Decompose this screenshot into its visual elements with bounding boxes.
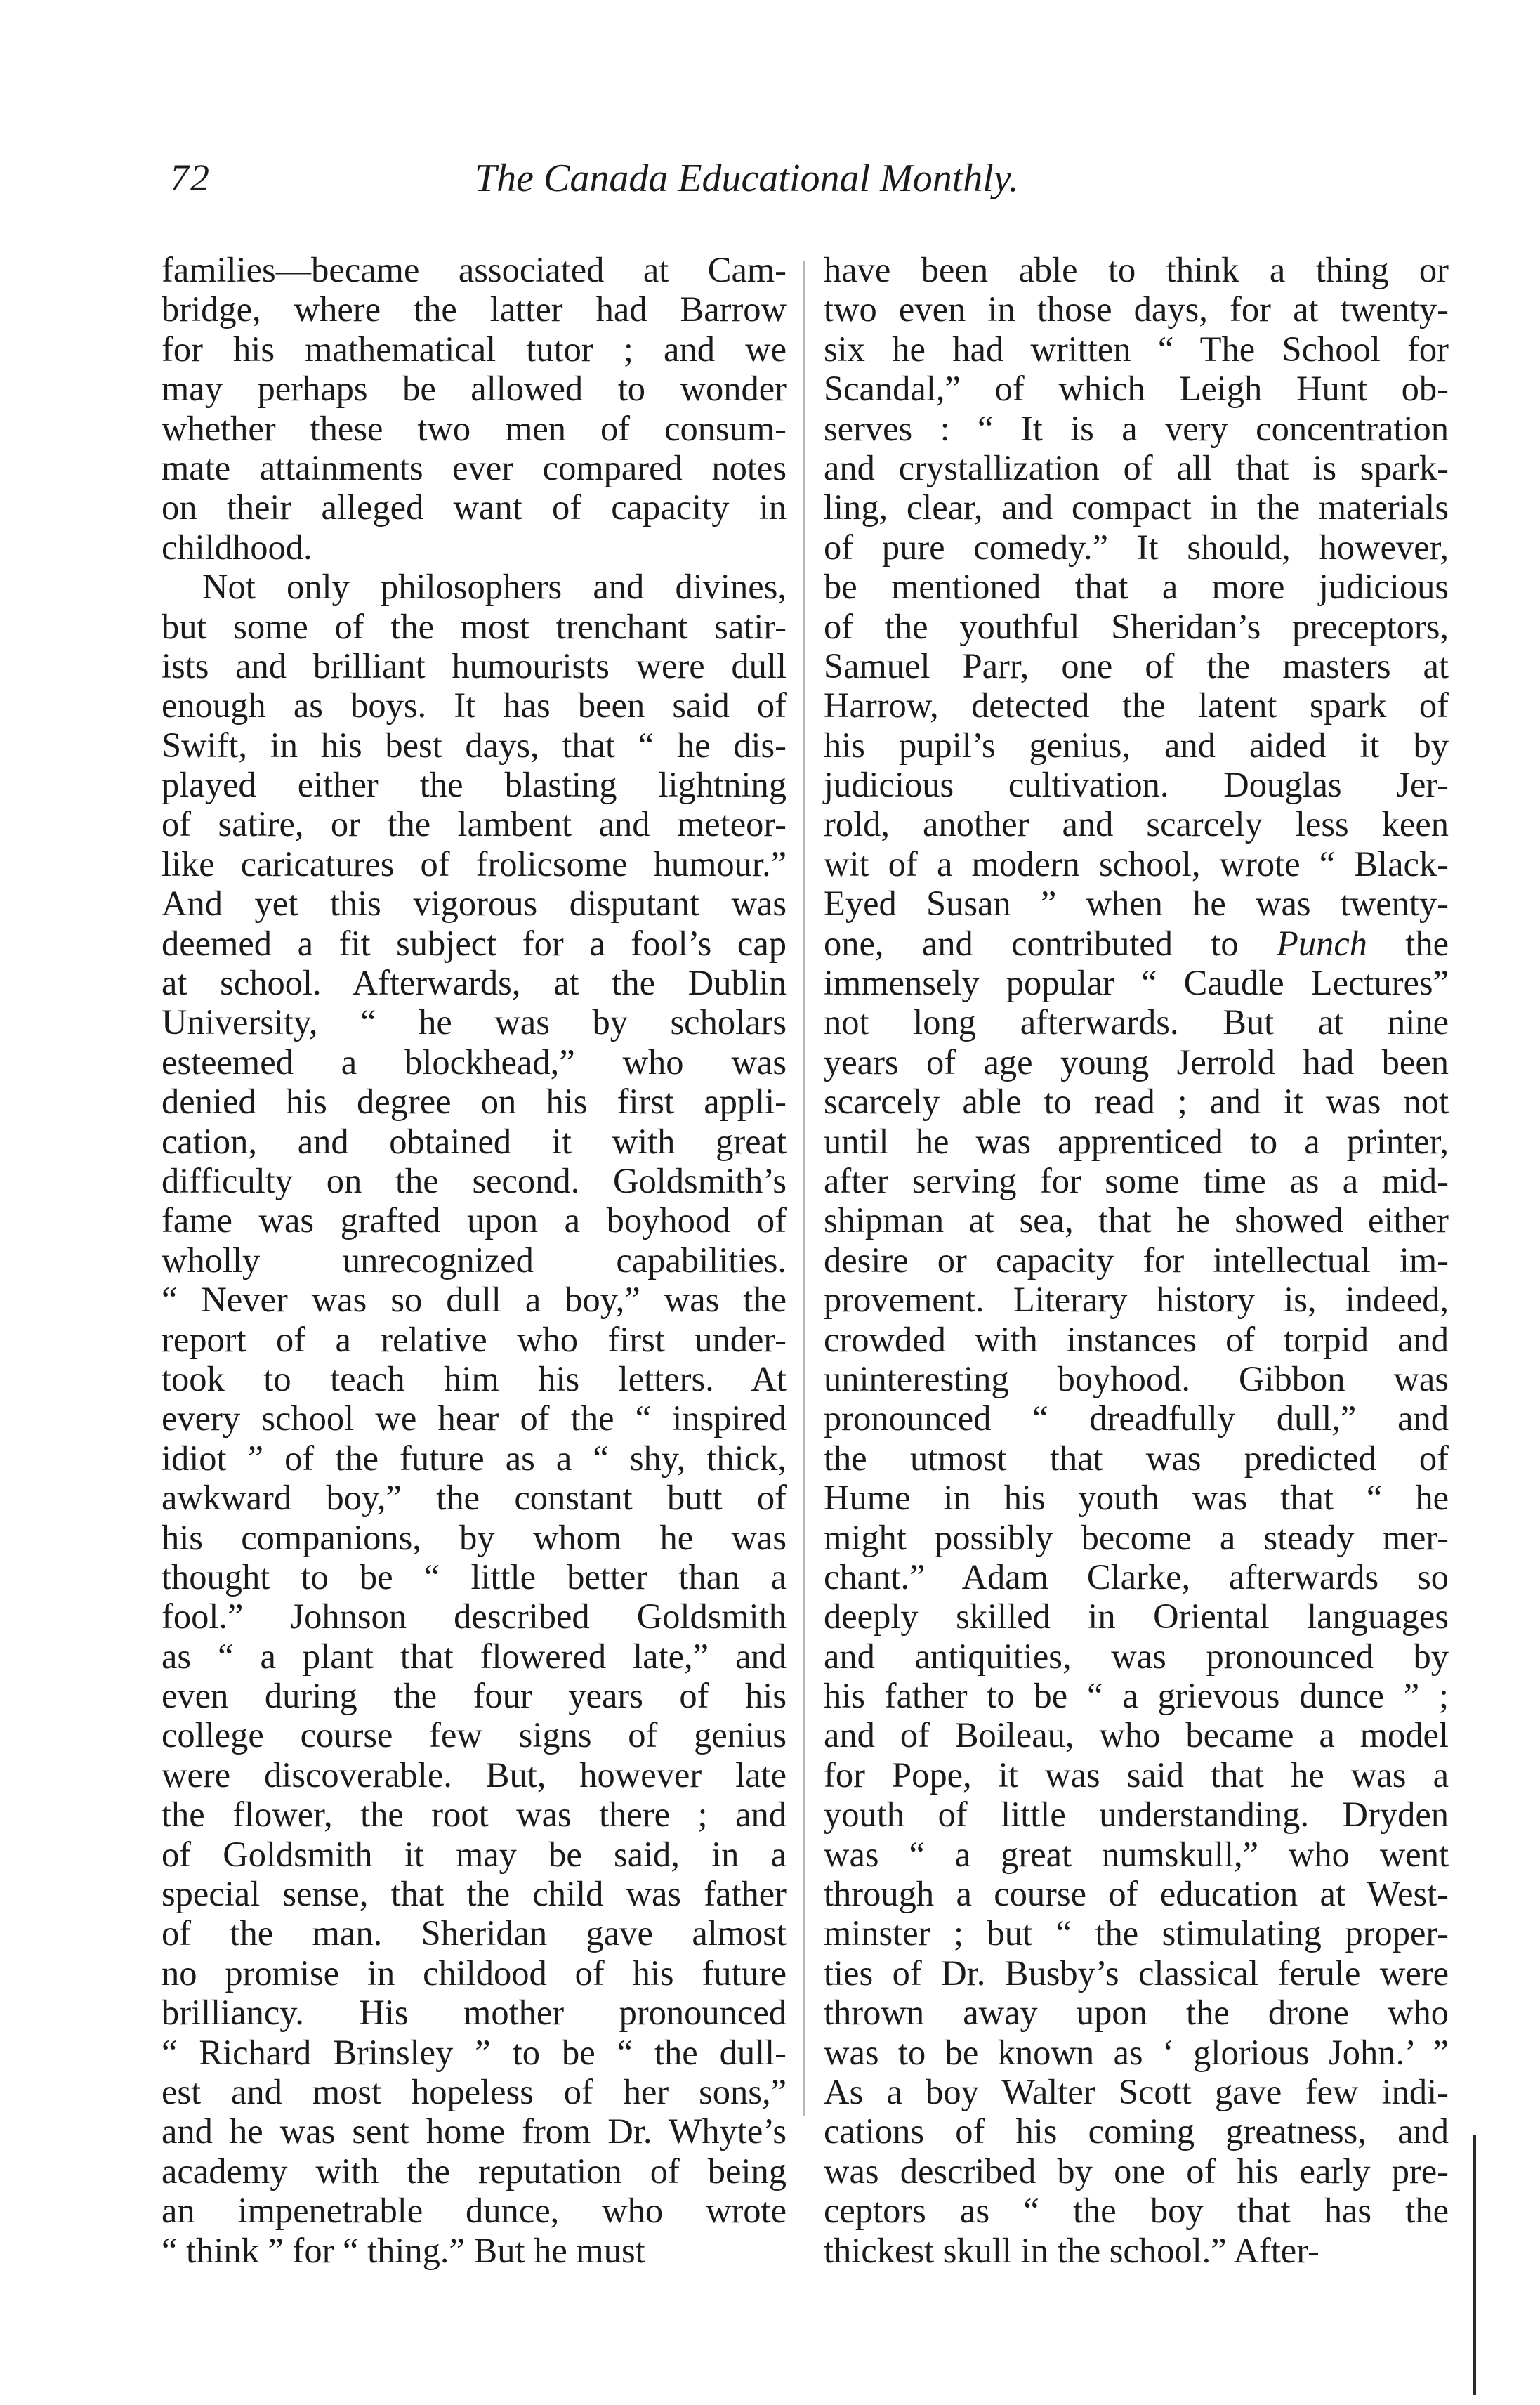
page-number: 72 xyxy=(170,157,211,199)
text-line: the utmost that was predicted of xyxy=(824,1438,1449,1478)
text-line: might possibly become a steady mer- xyxy=(824,1517,1449,1557)
text-line: Harrow, detected the latent spark of xyxy=(824,686,1449,726)
text-line: were discoverable. But, however late xyxy=(162,1755,787,1795)
text-line: played either the blasting lightning xyxy=(162,765,787,805)
text-line: esteemed a blockhead,” who was xyxy=(162,1042,787,1082)
text-line: be mentioned that a more judicious xyxy=(824,567,1449,607)
text-line: serves : “ It is a very concentration xyxy=(824,408,1449,448)
text-line: pronounced “ dreadfully dull,” and xyxy=(824,1398,1449,1439)
text-line: and he was sent home from Dr. Whyte’s xyxy=(162,2111,787,2151)
text-line: through a course of education at West- xyxy=(824,1874,1449,1914)
text-line: thickest skull in the school.” After- xyxy=(824,2230,1319,2270)
text-line: fool.” Johnson described Goldsmith xyxy=(162,1597,787,1637)
text-line: years of age young Jerrold had been xyxy=(824,1042,1449,1082)
text-line: may perhaps be allowed to wonder xyxy=(162,369,787,409)
text-line: Hume in his youth was that “ he xyxy=(824,1478,1449,1518)
text-line: provement. Literary history is, indeed, xyxy=(824,1280,1449,1320)
text-line: was “ a great numskull,” who went xyxy=(824,1834,1449,1874)
text-line: his pupil’s genius, and aided it by xyxy=(824,725,1449,765)
left-column xyxy=(162,250,787,2287)
text-line: an impenetrable dunce, who wrote xyxy=(162,2191,787,2231)
text-line: six he had written “ The School for xyxy=(824,329,1449,369)
text-line: like caricatures of frolicsome humour.” xyxy=(162,844,787,884)
text-line: for his mathematical tutor ; and we xyxy=(162,329,787,369)
text-line: ties of Dr. Busby’s classical ferule were xyxy=(824,1953,1449,1993)
text-line: every school we hear of the “ inspired xyxy=(162,1398,787,1439)
text-line: brilliancy. His mother pronounced xyxy=(162,1993,787,2033)
text-line: cation, and obtained it with great xyxy=(162,1121,787,1161)
text-line: as “ a plant that flowered late,” and xyxy=(162,1636,787,1676)
text-line: cations of his coming greatness, and xyxy=(824,2111,1449,2151)
text-line: ists and brilliant humourists were dull xyxy=(162,646,787,686)
right-column xyxy=(824,250,1449,2287)
text-line: report of a relative who first under- xyxy=(162,1319,787,1359)
text-line: but some of the most trenchant satir- xyxy=(162,606,787,646)
text-line: As a boy Walter Scott gave few indi- xyxy=(824,2071,1449,2111)
text-segment: the xyxy=(1367,923,1449,963)
text-line: ling, clear, and compact in the materials xyxy=(824,487,1449,527)
text-line: no promise in childood of his future xyxy=(162,1953,787,1993)
text-line: awkward boy,” the constant butt of xyxy=(162,1478,787,1518)
text-line: fame was grafted upon a boyhood of xyxy=(162,1200,787,1240)
text-line: and of Boileau, who became a model xyxy=(824,1715,1449,1755)
text-line: whether these two men of consum- xyxy=(162,408,787,448)
italic-title: Punch xyxy=(1276,923,1367,963)
text-line: for Pope, it was said that he was a xyxy=(824,1755,1449,1795)
text-line: the flower, the root was there ; and xyxy=(162,1795,787,1835)
text-line xyxy=(824,924,1449,963)
text-line: of Goldsmith it may be said, in a xyxy=(162,1834,787,1874)
text-line: “ Never was so dull a boy,” was the xyxy=(162,1280,787,1320)
text-line: crowded with instances of torpid and xyxy=(824,1319,1449,1359)
text-line: thought to be “ little better than a xyxy=(162,1557,787,1597)
text-line: until he was apprenticed to a printer, xyxy=(824,1121,1449,1161)
text-line: denied his degree on his first appli- xyxy=(162,1082,787,1122)
text-line: college course few signs of genius xyxy=(162,1715,787,1755)
text-line: families—became associated at Cam- xyxy=(162,250,787,289)
text-line: and crystallization of all that is spark- xyxy=(824,447,1449,487)
text-line: Not only philosophers and divines, xyxy=(202,567,787,607)
text-line: chant.” Adam Clarke, afterwards so xyxy=(824,1557,1449,1597)
text-line: Scandal,” of which Leigh Hunt ob- xyxy=(824,369,1449,409)
text-line: deeply skilled in Oriental languages xyxy=(824,1597,1449,1637)
running-title: The Canada Educational Monthly. xyxy=(475,157,1019,200)
text-line: youth of little understanding. Dryden xyxy=(824,1795,1449,1835)
text-line: judicious cultivation. Douglas Jer- xyxy=(824,765,1449,805)
text-line: And yet this vigorous disputant was xyxy=(162,884,787,924)
text-line: took to teach him his letters. At xyxy=(162,1358,787,1398)
text-line: rold, another and scarcely less keen xyxy=(824,804,1449,844)
column-divider xyxy=(803,261,805,2116)
text-line: his companions, by whom he was xyxy=(162,1517,787,1557)
text-line: Swift, in his best days, that “ he dis- xyxy=(162,725,787,765)
text-line: thrown away upon the drone who xyxy=(824,1993,1449,2033)
text-line: “ Richard Brinsley ” to be “ the dull- xyxy=(162,2032,787,2072)
text-line: was to be known as ‘ glorious John.’ ” xyxy=(824,2032,1449,2072)
text-line: minster ; but “ the stimulating proper- xyxy=(824,1913,1449,1953)
text-line: difficulty on the second. Goldsmith’s xyxy=(162,1160,787,1200)
text-line: University, “ he was by scholars xyxy=(162,1002,787,1042)
text-line: special sense, that the child was father xyxy=(162,1874,787,1914)
text-line: bridge, where the latter had Barrow xyxy=(162,289,787,329)
text-line: of the man. Sheridan gave almost xyxy=(162,1913,787,1953)
text-line: deemed a fit subject for a fool’s cap xyxy=(162,923,787,963)
text-line: childhood. xyxy=(162,527,312,567)
text-line: Eyed Susan ” when he was twenty- xyxy=(824,884,1449,924)
text-line: even during the four years of his xyxy=(162,1676,787,1716)
text-line: shipman at sea, that he showed either xyxy=(824,1200,1449,1240)
text-line: was described by one of his early pre- xyxy=(824,2151,1449,2191)
text-line: est and most hopeless of her sons,” xyxy=(162,2071,787,2111)
text-line: wit of a modern school, wrote “ Black- xyxy=(824,844,1449,884)
text-line: “ think ” for “ thing.” But he must xyxy=(162,2230,645,2270)
text-line: on their alleged want of capacity in xyxy=(162,487,787,527)
page-header xyxy=(166,156,1156,219)
text-line: two even in those days, for at twenty- xyxy=(824,289,1449,329)
text-line: his father to be “ a grievous dunce ” ; xyxy=(824,1676,1449,1716)
text-line: enough as boys. It has been said of xyxy=(162,686,787,726)
text-line: and antiquities, was pronounced by xyxy=(824,1636,1449,1676)
text-line: wholly unrecognized capabilities. xyxy=(162,1240,787,1280)
text-line: desire or capacity for intellectual im- xyxy=(824,1240,1449,1280)
margin-mark xyxy=(1473,2135,1476,2395)
text-line: mate attainments ever compared notes xyxy=(162,447,787,487)
text-line: scarcely able to read ; and it was not xyxy=(824,1082,1449,1122)
text-line: of the youthful Sheridan’s preceptors, xyxy=(824,606,1449,646)
text-line: academy with the reputation of being xyxy=(162,2151,787,2191)
text-line: not long afterwards. But at nine xyxy=(824,1002,1449,1042)
text-line: uninteresting boyhood. Gibbon was xyxy=(824,1358,1449,1398)
text-line: of pure comedy.” It should, however, xyxy=(824,527,1449,567)
text-line: at school. Afterwards, at the Dublin xyxy=(162,963,787,1003)
text-line: idiot ” of the future as a “ shy, thick, xyxy=(162,1438,787,1478)
text-line: have been able to think a thing or xyxy=(824,250,1449,289)
text-segment: one, and contributed to xyxy=(824,923,1277,963)
text-line: ceptors as “ the boy that has the xyxy=(824,2191,1449,2231)
text-line: immensely popular “ Caudle Lectures” xyxy=(824,963,1449,1003)
text-line: Samuel Parr, one of the masters at xyxy=(824,646,1449,686)
text-line: after serving for some time as a mid- xyxy=(824,1160,1449,1200)
text-line: of satire, or the lambent and meteor- xyxy=(162,804,787,844)
